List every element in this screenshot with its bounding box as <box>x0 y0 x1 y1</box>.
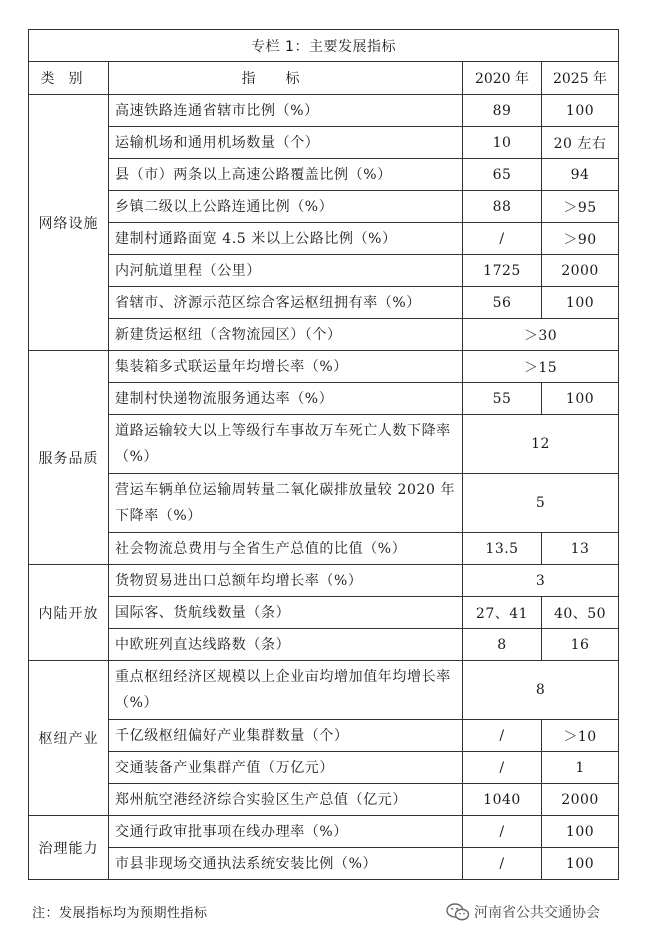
indicator-cell: 国际客、货航线数量（条） <box>109 597 463 629</box>
value-2020: 1040 <box>463 784 542 816</box>
table-row <box>29 287 619 319</box>
indicator-cell: 高速铁路连通省辖市比例（%） <box>109 95 463 127</box>
indicator-cell: 郑州航空港经济综合实验区生产总值（亿元） <box>109 784 463 816</box>
value-2020: / <box>463 752 542 784</box>
value-2020: 8 <box>463 629 542 661</box>
category-hub-industry: 枢纽产业 <box>29 661 109 816</box>
category-service: 服务品质 <box>29 351 109 565</box>
indicator-cell: 社会物流总费用与全省生产总值的比值（%） <box>109 533 463 565</box>
table-row <box>29 752 619 784</box>
value-2020: 13.5 <box>463 533 542 565</box>
value-2025: 1 <box>542 752 619 784</box>
table-row <box>29 383 619 415</box>
table-row <box>29 661 619 720</box>
watermark <box>446 902 600 922</box>
indicator-cell: 集装箱多式联运量年均增长率（%） <box>109 351 463 383</box>
value-2025: 100 <box>542 95 619 127</box>
header-indicator: 指标 <box>109 62 463 95</box>
indicator-cell: 市县非现场交通执法系统安装比例（%） <box>109 848 463 880</box>
value-merged: ＞15 <box>463 351 619 383</box>
wechat-icon <box>446 903 470 921</box>
table-row <box>29 255 619 287</box>
indicator-table <box>28 29 619 880</box>
table-row <box>29 127 619 159</box>
value-2025: 100 <box>542 816 619 848</box>
value-2025: 94 <box>542 159 619 191</box>
category-governance: 治理能力 <box>29 816 109 880</box>
indicator-cell: 省辖市、济源示范区综合客运枢纽拥有率（%） <box>109 287 463 319</box>
indicator-cell: 货物贸易进出口总额年均增长率（%） <box>109 565 463 597</box>
indicator-cell: 新建货运枢纽（含物流园区）（个） <box>109 319 463 351</box>
table-row <box>29 95 619 127</box>
value-merged: 3 <box>463 565 619 597</box>
table-row <box>29 474 619 533</box>
value-2025: 40、50 <box>542 597 619 629</box>
indicator-cell: 营运车辆单位运输周转量二氧化碳排放量较 2020 年下降率（%） <box>109 474 463 533</box>
table-row <box>29 159 619 191</box>
indicator-cell: 建制村快递物流服务通达率（%） <box>109 383 463 415</box>
table-caption: 专栏 1：主要发展指标 <box>29 30 619 62</box>
value-merged: ＞30 <box>463 319 619 351</box>
value-2025: 100 <box>542 848 619 880</box>
header-category: 类别 <box>29 62 109 95</box>
table-row <box>29 351 619 383</box>
value-2020: / <box>463 223 542 255</box>
value-2025: ＞90 <box>542 223 619 255</box>
value-2020: 89 <box>463 95 542 127</box>
category-network: 网络设施 <box>29 95 109 351</box>
indicator-cell: 道路运输较大以上等级行车事故万车死亡人数下降率（%） <box>109 415 463 474</box>
value-2025: ＞10 <box>542 720 619 752</box>
value-merged: 8 <box>463 661 619 720</box>
value-2025: 2000 <box>542 255 619 287</box>
value-2020: 55 <box>463 383 542 415</box>
indicator-cell: 建制村通路面宽 4.5 米以上公路比例（%） <box>109 223 463 255</box>
value-2025: 16 <box>542 629 619 661</box>
header-year-2020: 2020 年 <box>463 62 542 95</box>
value-merged: 5 <box>463 474 619 533</box>
indicator-cell: 重点枢纽经济区规模以上企业亩均增加值年均增长率（%） <box>109 661 463 720</box>
value-2025: 100 <box>542 287 619 319</box>
watermark-text: 河南省公共交通协会 <box>474 905 600 921</box>
value-2020: 56 <box>463 287 542 319</box>
value-2025: 100 <box>542 383 619 415</box>
header-year-2025: 2025 年 <box>542 62 619 95</box>
table-row <box>29 597 619 629</box>
table-row <box>29 319 619 351</box>
table-row <box>29 565 619 597</box>
table-row <box>29 784 619 816</box>
value-2020: 27、41 <box>463 597 542 629</box>
table-row <box>29 415 619 474</box>
footnote: 注：发展指标均为预期性指标 <box>32 906 208 921</box>
category-opening: 内陆开放 <box>29 565 109 661</box>
value-2020: / <box>463 816 542 848</box>
table-row <box>29 848 619 880</box>
value-merged: 12 <box>463 415 619 474</box>
value-2020: / <box>463 848 542 880</box>
value-2025: 20 左右 <box>542 127 619 159</box>
table-row <box>29 223 619 255</box>
table-row <box>29 720 619 752</box>
indicator-cell: 中欧班列直达线路数（条） <box>109 629 463 661</box>
indicator-cell: 运输机场和通用机场数量（个） <box>109 127 463 159</box>
table-row <box>29 629 619 661</box>
value-2020: 88 <box>463 191 542 223</box>
indicator-cell: 县（市）两条以上高速公路覆盖比例（%） <box>109 159 463 191</box>
table-row <box>29 533 619 565</box>
value-2020: 1725 <box>463 255 542 287</box>
indicator-cell: 乡镇二级以上公路连通比例（%） <box>109 191 463 223</box>
value-2025: ＞95 <box>542 191 619 223</box>
table-row <box>29 816 619 848</box>
indicator-cell: 交通装备产业集群产值（万亿元） <box>109 752 463 784</box>
indicator-cell: 内河航道里程（公里） <box>109 255 463 287</box>
value-2025: 13 <box>542 533 619 565</box>
value-2020: 65 <box>463 159 542 191</box>
indicator-cell: 交通行政审批事项在线办理率（%） <box>109 816 463 848</box>
table-row <box>29 191 619 223</box>
value-2020: / <box>463 720 542 752</box>
value-2025: 2000 <box>542 784 619 816</box>
value-2020: 10 <box>463 127 542 159</box>
indicator-cell: 千亿级枢纽偏好产业集群数量（个） <box>109 720 463 752</box>
